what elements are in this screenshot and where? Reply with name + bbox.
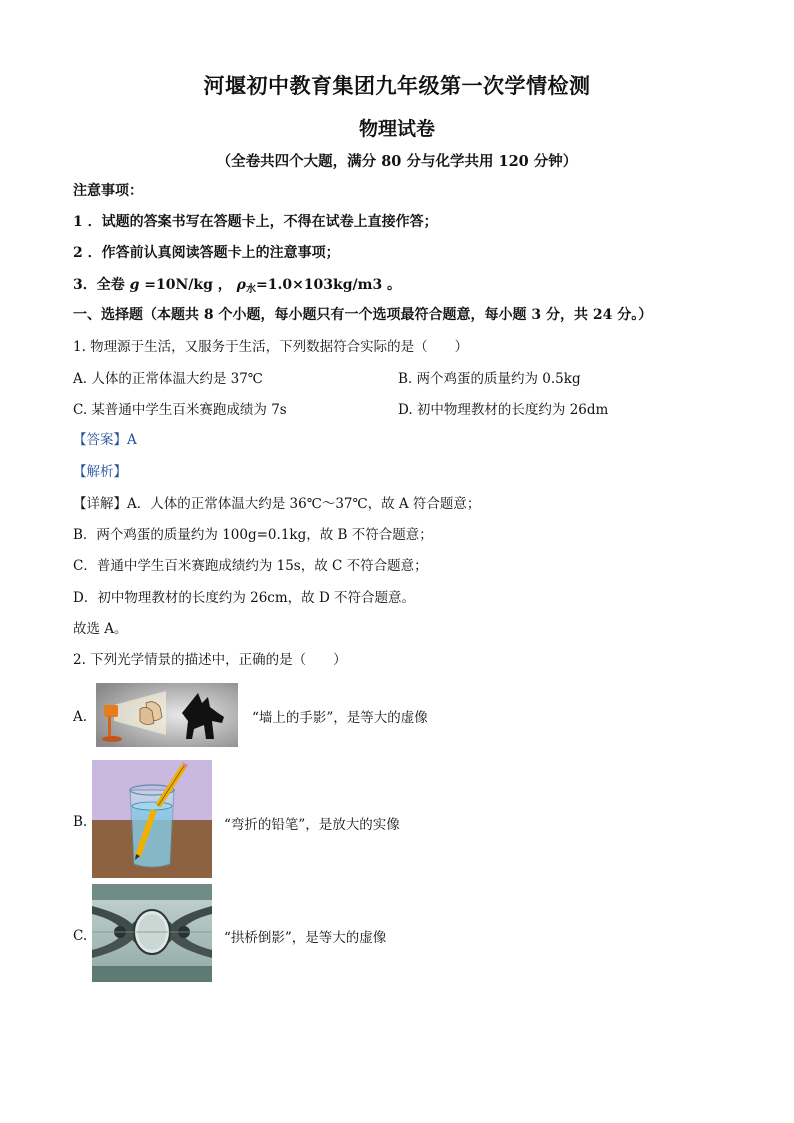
- q1-option-b: B. 两个鸡蛋的质量约为 0.5kg: [398, 371, 581, 387]
- section-1-heading: 一、选择题（本题共 8 个小题，每小题只有一个选项最符合题意，每小题 3 分，共 24 分。）: [73, 307, 653, 323]
- notes-item-3-prefix: 3．全卷: [73, 277, 130, 293]
- q1-answer: 【答案】A: [73, 432, 137, 448]
- q2-option-c-caption: “拱桥倒影”，是等大的虚像: [224, 930, 387, 946]
- q2-option-a-letter: A.: [73, 709, 88, 725]
- q2-stem: 2. 下列光学情景的描述中，正确的是（ ）: [73, 652, 347, 668]
- notes-heading: 注意事项：: [73, 183, 143, 199]
- q1-detail-d: D．初中物理教材的长度约为 26cm，故 D 不符合题意。: [73, 590, 416, 606]
- notes-item-2: 2 ．作答前认真阅读答题卡上的注意事项；: [73, 245, 340, 261]
- gravity-value: =10N/kg ，: [139, 277, 232, 293]
- notes-item-1: 1 ．试题的答案书写在答题卡上，不得在试卷上直接作答；: [73, 214, 438, 230]
- q1-detail-a: 【详解】A．人体的正常体温大约是 36℃～37℃，故 A 符合题意；: [73, 496, 481, 512]
- q1-stem: 1. 物理源于生活，又服务于生活，下列数据符合实际的是（ ）: [73, 339, 469, 355]
- subject-title: 物理试卷: [358, 118, 435, 140]
- gravity-symbol: g: [129, 277, 140, 293]
- q1-conclusion: 故选 A。: [73, 621, 128, 637]
- q2-option-b-letter: B.: [73, 814, 88, 830]
- density-subscript: 水: [245, 284, 256, 295]
- bent-pencil-image: [92, 760, 212, 878]
- q2-option-b-caption: “弯折的铅笔”，是放大的实像: [224, 817, 400, 833]
- q1-option-c: C. 某普通中学生百米赛跑成绩为 7s: [73, 402, 287, 418]
- q1-option-d: D. 初中物理教材的长度约为 26dm: [398, 402, 609, 418]
- q2-option-a-caption: “墙上的手影”，是等大的虚像: [252, 710, 428, 726]
- notes-item-3: [73, 275, 401, 300]
- q2-option-c-letter: C.: [73, 928, 88, 944]
- q1-detail-c: C．普通中学生百米赛跑成绩约为 15s，故 C 不符合题意；: [73, 558, 428, 574]
- density-symbol: ρ: [236, 277, 246, 293]
- density-value: =1.0×103kg/m3 。: [255, 277, 402, 293]
- q1-option-a: A. 人体的正常体温大约是 37℃: [73, 371, 263, 387]
- arch-bridge-image: [92, 884, 212, 982]
- q1-analysis-label: 【解析】: [73, 464, 127, 480]
- exam-subtitle: （全卷共四个大题，满分 80 分与化学共用 120 分钟）: [216, 153, 578, 170]
- school-title: 河堰初中教育集团九年级第一次学情检测: [203, 73, 591, 98]
- q1-detail-b: B．两个鸡蛋的质量约为 100g=0.1kg，故 B 不符合题意；: [73, 527, 433, 543]
- hand-shadow-image: [96, 683, 238, 747]
